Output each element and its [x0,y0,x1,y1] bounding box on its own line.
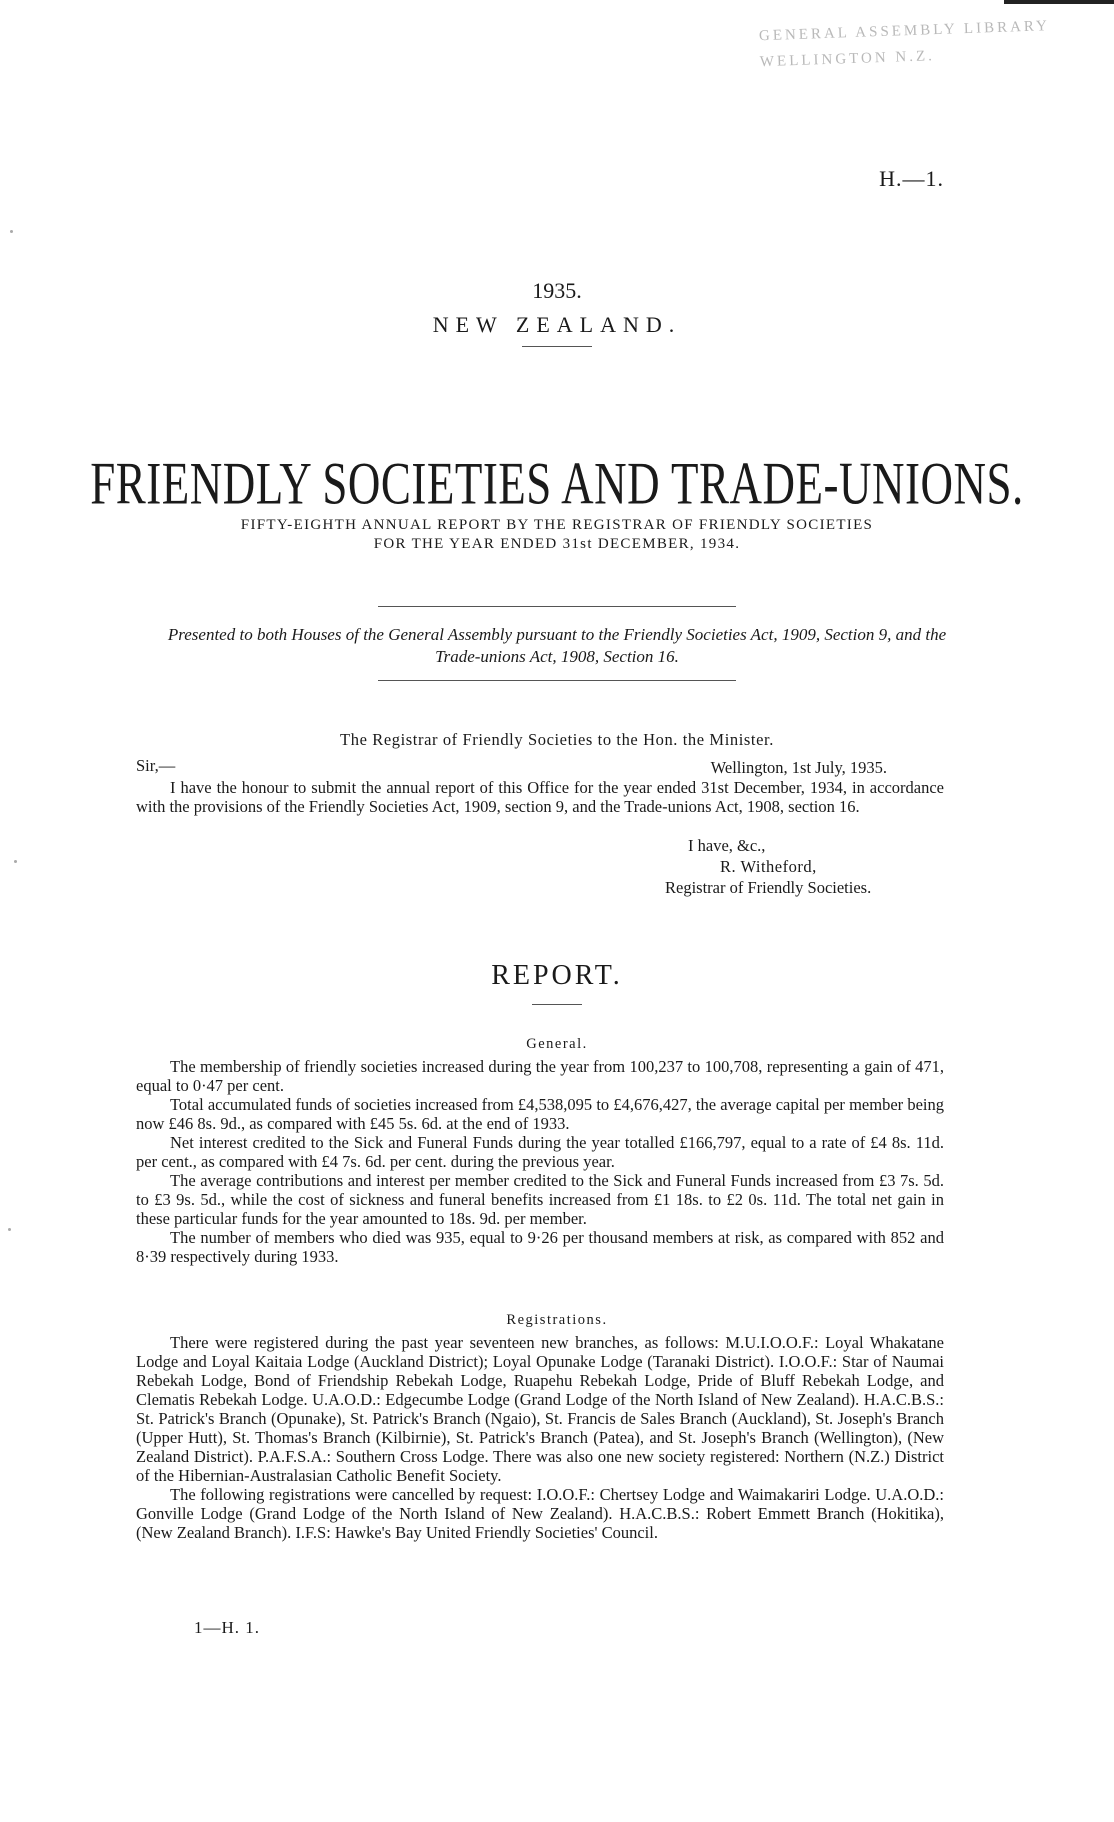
library-stamp: GENERAL ASSEMBLY LIBRARY WELLINGTON N.Z. [758,18,1050,71]
letter-signatory-title: Registrar of Friendly Societies. [665,878,872,897]
main-title: FRIENDLY SOCIETIES AND TRADE-UNIONS. [90,449,1024,517]
section-heading-registrations: Registrations. [506,1312,608,1328]
paragraph: The following registrations were cancelled by request: I.O.O.F.: Chertsey Lodge and Waimakariri Lodge. U.A.O.D.: Gonville Lodge (Grand Lodge of the North Island of New Zealand). H.A.C.B.S.: Robert Emmett Branch (Hokitika), (New Zealand Branch). I.F.S: Hawke's Bay United Friendly Societies' Council. [136,1485,944,1542]
report-subtitle [0,516,1114,554]
letter-body: I have the honour to submit the annual report of this Office for the year ended 31st December, 1934, in accordance with the provisions of the Friendly Societies Act, 1909, section 9, and the Trade-unions Act, 1908, section 16. [136,778,944,816]
general-section [136,1057,944,1266]
scan-edge-mark [1004,0,1114,4]
paragraph: Net interest credited to the Sick and Funeral Funds during the year totalled £166,797, equal to a rate of £4 8s. 11d. per cent., as compared with £4 7s. 6d. per cent. during the previous year. [136,1133,944,1171]
letter-signatory: R. Witheford, [720,857,817,876]
letter-place-date: Wellington, 1st July, 1935. [710,758,887,777]
subtitle-line-2: FOR THE YEAR ENDED 31st DECEMBER, 1934. [373,536,741,552]
report-year: 1935. [532,278,582,303]
paragraph: There were registered during the past year seventeen new branches, as follows: M.U.I.O.O.F.: Loyal Whakatane Lodge and Loyal Kaitaia Lodge (Auckland District); Loyal Opunake Lodge (Taranaki District). I.O.O.F.: Star of Naumai Rebekah Lodge, Bond of Friendship Rebekah Lodge, Ruapehu Rebekah Lodge, Pride of Bluff Rebekah Lodge, and Clematis Rebekah Lodge. U.A.O.D.: Edgecumbe Lodge (Grand Lodge of the North Island of New Zealand). H.A.C.B.S.: St. Patrick's Branch (Opunake), St. Patrick's Branch (Ngaio), St. Francis de Sales Branch (Auckland), St. Joseph's Branch (Upper Hutt), St. Thomas's Branch (Kilbirnie), St. Patrick's Branch (Patea), and St. Joseph's Branch (Wellington), (New Zealand District). P.A.F.S.A.: Southern Cross Lodge. There was also one new society registered: Northern (N.Z.) District of the Hibernian-Australasian Catholic Benefit Society. [136,1333,944,1485]
paragraph: The membership of friendly societies increased during the year from 100,237 to 100,708, representing a gain of 471, equal to 0·47 per cent. [136,1057,944,1095]
scan-speck [10,230,13,233]
presentation-note: Presented to both Houses of the General Assembly pursuant to the Friendly Societies Act, 1909, Section 9, and the Trade-unions Act, 1908, Section 16. [167,625,947,666]
paragraph: The average contributions and interest per member credited to the Sick and Funeral Funds increased from £3 7s. 5d. to £3 9s. 5d., while the cost of sickness and funeral benefits increased from £1 18s. to £2 0s. 11d. The total net gain in these particular funds for the year amounted to 18s. 9d. per member. [136,1171,944,1228]
scan-speck [8,1228,11,1231]
divider-rule [522,346,592,347]
divider-rule [532,1004,582,1005]
country-heading: NEW ZEALAND. [432,312,682,337]
subtitle-line-1: FIFTY-EIGHTH ANNUAL REPORT BY THE REGISTRAR OF FRIENDLY SOCIETIES [240,517,874,533]
section-heading-general: General. [526,1036,588,1052]
letter-address-line: The Registrar of Friendly Societies to the Hon. the Minister. [340,730,774,749]
page-footer-mark: 1—H. 1. [194,1618,261,1637]
document-reference: H.—1. [879,166,944,191]
report-title: REPORT. [491,960,623,991]
paragraph: Total accumulated funds of societies increased from £4,538,095 to £4,676,427, the average capital per member being now £46 8s. 9d., as compared with £45 5s. 6d. at the end of 1933. [136,1095,944,1133]
letter-salutation: Sir,— [136,756,176,775]
letter-closing: I have, &c., [688,836,766,855]
paragraph: The number of members who died was 935, equal to 9·26 per thousand members at risk, as compared with 852 and 8·39 respectively during 1933. [136,1228,944,1266]
scan-speck [14,860,17,863]
registrations-section [136,1333,944,1542]
divider-rule [378,606,736,607]
divider-rule [378,680,736,681]
